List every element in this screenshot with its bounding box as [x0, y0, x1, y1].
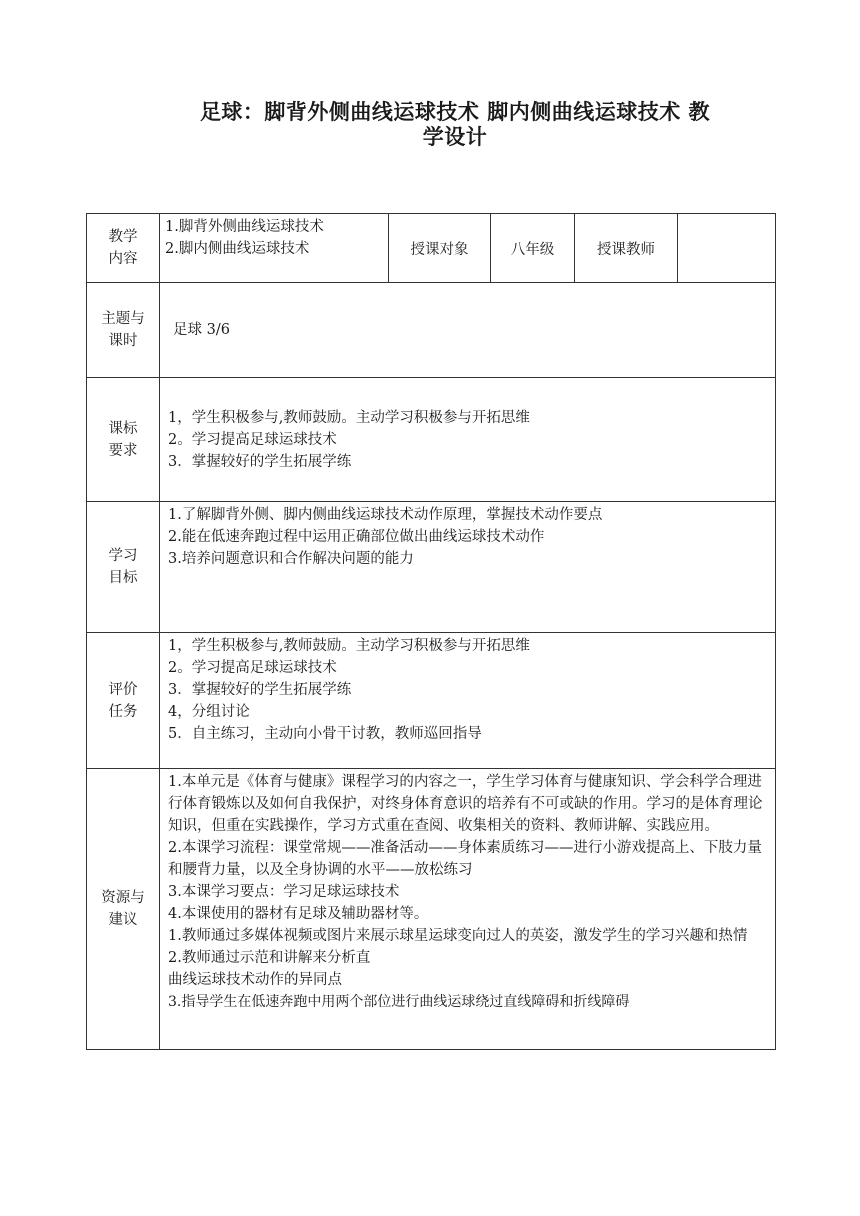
learning-objectives-value — [160, 502, 776, 633]
row-curriculum-requirements — [87, 378, 776, 502]
content-line: 1.脚背外侧曲线运球技术 — [165, 219, 324, 235]
list-item: 3．掌握较好的学生拓展学练 — [168, 682, 352, 698]
page-title — [120, 100, 790, 150]
paragraph: 4.本课使用的器材有足球及辅助器材等。 — [168, 906, 429, 922]
teacher-value — [678, 214, 776, 283]
paragraph: 1.教师通过多媒体视频或图片来展示球星运球变向过人的英姿，激发学生的学习兴趣和热情 — [168, 928, 748, 944]
content-line: 2.脚内侧曲线运球技术 — [165, 241, 310, 257]
teaching-content-value — [160, 214, 389, 283]
list-item: 3.培养问题意识和合作解决问题的能力 — [168, 551, 414, 567]
assessment-tasks-value — [160, 633, 776, 769]
teacher-label: 授课教师 — [575, 214, 678, 283]
row-learning-objectives — [87, 502, 776, 633]
row-resources-suggestions — [87, 769, 776, 1050]
row-assessment-tasks — [87, 633, 776, 769]
resources-suggestions-value — [160, 769, 776, 1050]
title-line-2: 学设计 — [422, 125, 488, 149]
list-item: 2。学习提高足球运球技术 — [168, 660, 337, 676]
list-item: 1，学生积极参与,教师鼓励。主动学习积极参与开拓思维 — [168, 409, 530, 426]
row-theme-period — [87, 283, 776, 378]
learning-objectives-label: 学习 目标 — [87, 502, 160, 633]
list-item: 3．掌握较好的学生拓展学练 — [168, 453, 352, 470]
paragraph: 曲线运球技术动作的异同点 — [168, 972, 342, 988]
paragraph: 1.本单元是《体育与健康》课程学习的内容之一，学生学习体育与健康知识、学会科学合理进行体育锻炼以及如何自我保护，对终身体育意识的培养有不可或缺的作用。学习的是体育理论知识，但重在实践操作，学习方式重在查阅、收集相关的资料、教师讲解、实践应用。 — [168, 774, 763, 834]
paragraph: 2.本课学习流程：课堂常规——准备活动——身体素质练习——进行小游戏提高上、下肢力量和腰背力量，以及全身协调的水平——放松练习 — [168, 840, 762, 878]
title-line-1: 足球：脚背外侧曲线运球技术 脚内侧曲线运球技术 教 — [199, 100, 711, 124]
teaching-content-label: 教学 内容 — [87, 214, 160, 283]
paragraph: 3.指导学生在低速奔跑中用两个部位进行曲线运球绕过直线障碍和折线障碍 — [168, 994, 630, 1010]
list-item: 1.了解脚背外侧、脚内侧曲线运球技术动作原理，掌握技术动作要点 — [168, 507, 603, 523]
list-item: 2。学习提高足球运球技术 — [168, 431, 337, 448]
list-item: 2.能在低速奔跑过程中运用正确部位做出曲线运球技术动作 — [168, 529, 545, 545]
lesson-plan-table — [86, 213, 776, 1050]
target-label: 授课对象 — [389, 214, 491, 283]
curriculum-requirements-label: 课标 要求 — [87, 378, 160, 502]
list-item: 5．自主练习，主动向小骨干讨教，教师巡回指导 — [168, 726, 482, 742]
theme-period-label: 主题与 课时 — [87, 283, 160, 378]
resources-suggestions-label: 资源与 建议 — [87, 769, 160, 1050]
assessment-tasks-label: 评价 任务 — [87, 633, 160, 769]
list-item: 1，学生积极参与,教师鼓励。主动学习积极参与开拓思维 — [168, 638, 530, 654]
curriculum-requirements-value — [160, 378, 776, 502]
paragraph: 3.本课学习要点：学习足球运球技术 — [168, 884, 400, 900]
list-item: 4，分组讨论 — [168, 704, 250, 720]
target-value: 八年级 — [491, 214, 575, 283]
theme-period-value: 足球 3/6 — [160, 283, 776, 378]
row-teaching-content — [87, 214, 776, 283]
paragraph: 2.教师通过示范和讲解来分析直 — [168, 950, 371, 966]
